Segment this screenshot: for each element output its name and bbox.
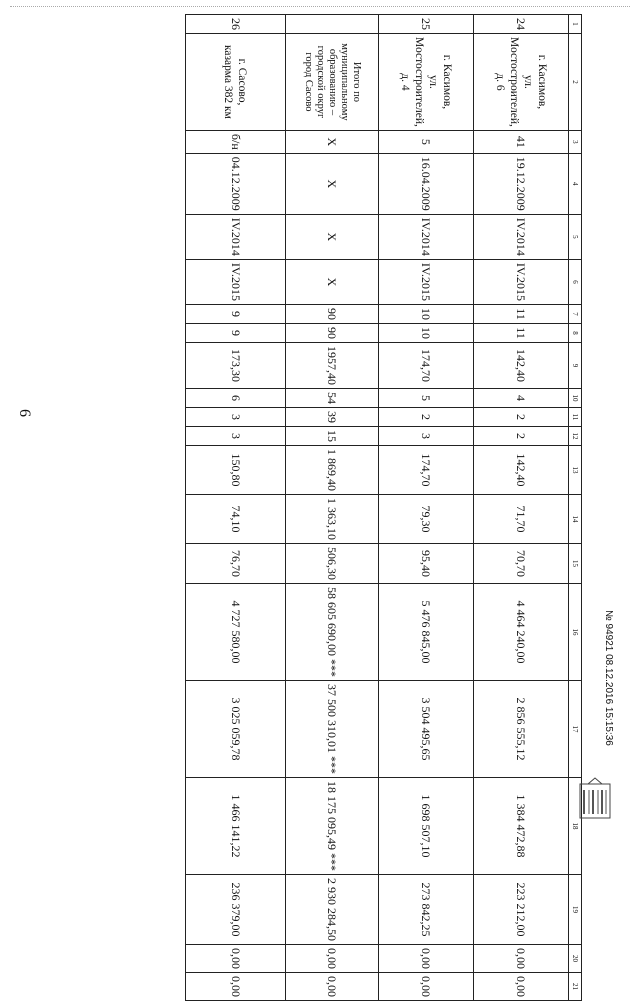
address-cell: г. Касимов, ул. Мостостроителей, д. 4 [379, 34, 474, 131]
cell: 3 025 059,78 [186, 681, 286, 778]
cell: IV.2015 [474, 259, 569, 304]
cell: 10 [379, 324, 474, 343]
cell: 3 504 495,65 [379, 681, 474, 778]
cell: 1 698 507,10 [379, 778, 474, 875]
cell: 04.12.2009 [186, 153, 286, 214]
column-index: 7 [569, 305, 582, 324]
column-index: 4 [569, 153, 582, 214]
cell: IV.2015 [186, 259, 286, 304]
cell: 70,70 [474, 544, 569, 584]
cell: X [286, 130, 379, 153]
cell: 95,40 [379, 544, 474, 584]
cell: 0,00 [474, 973, 569, 1001]
cell: 5 476 845,00 [379, 584, 474, 681]
cell: 1 466 141,22 [186, 778, 286, 875]
column-index: 21 [569, 973, 582, 1001]
column-index: 8 [569, 324, 582, 343]
row-number [286, 15, 379, 34]
cell: б/н [186, 130, 286, 153]
column-index: 18 [569, 778, 582, 875]
cell: 37 500 310,01 *** [286, 681, 379, 778]
cell: 1 869,40 [286, 446, 379, 495]
table-row [474, 15, 569, 1001]
cell: X [286, 153, 379, 214]
registration-footer [596, 610, 616, 770]
cell: 90 [286, 305, 379, 324]
column-index: 15 [569, 544, 582, 584]
cell: 18 175 095,49 *** [286, 778, 379, 875]
cell: 3 [186, 427, 286, 446]
total-row [286, 15, 379, 1001]
cell: 0,00 [186, 973, 286, 1001]
column-index: 12 [569, 427, 582, 446]
column-index: 16 [569, 584, 582, 681]
cell: 3 [379, 427, 474, 446]
table-row [186, 15, 286, 1001]
cell: 54 [286, 389, 379, 408]
cell: 4 [474, 389, 569, 408]
cell: 0,00 [186, 945, 286, 973]
cell: 1957,40 [286, 343, 379, 389]
cell: 15 [286, 427, 379, 446]
cell: 11 [474, 324, 569, 343]
cell: 5 [379, 130, 474, 153]
register-table [185, 14, 582, 1001]
cell: 173,30 [186, 343, 286, 389]
cell: 9 [186, 305, 286, 324]
cell: 236 379,00 [186, 875, 286, 945]
cell: 16.04.2009 [379, 153, 474, 214]
cell: 2 856 555,12 [474, 681, 569, 778]
column-index: 2 [569, 34, 582, 131]
cell: 4 727 580,00 [186, 584, 286, 681]
cell: 0,00 [474, 945, 569, 973]
cell: 1 363,10 [286, 495, 379, 544]
column-index: 17 [569, 681, 582, 778]
cell: 273 842,25 [379, 875, 474, 945]
cell: 0,00 [379, 945, 474, 973]
column-index: 1 [569, 15, 582, 34]
cell: 3 [186, 408, 286, 427]
seal-stamp-icon [578, 776, 612, 820]
cell: 0,00 [379, 973, 474, 1001]
cell: 41 [474, 130, 569, 153]
cell: 5 [379, 389, 474, 408]
column-index: 19 [569, 875, 582, 945]
cell: 2 [379, 408, 474, 427]
cell: IV.2014 [379, 214, 474, 259]
row-number: 25 [379, 15, 474, 34]
cell: 90 [286, 324, 379, 343]
cell: 71,70 [474, 495, 569, 544]
cell: 74,10 [186, 495, 286, 544]
cell: 174,70 [379, 446, 474, 495]
column-index: 6 [569, 259, 582, 304]
cell: 0,00 [286, 973, 379, 1001]
column-index: 20 [569, 945, 582, 973]
cell: IV.2015 [379, 259, 474, 304]
cell: 6 [186, 389, 286, 408]
cell: 76,70 [186, 544, 286, 584]
cell: 223 212,00 [474, 875, 569, 945]
cell: 58 605 690,00 *** [286, 584, 379, 681]
cell: 174,70 [379, 343, 474, 389]
column-index: 14 [569, 495, 582, 544]
column-index: 10 [569, 389, 582, 408]
cell: 39 [286, 408, 379, 427]
cell: 1 384 472,88 [474, 778, 569, 875]
row-number: 24 [474, 15, 569, 34]
table-row [379, 15, 474, 1001]
cell: 11 [474, 305, 569, 324]
cell: 2 [474, 408, 569, 427]
cell: 2 930 284,50 [286, 875, 379, 945]
cell: 2 [474, 427, 569, 446]
cell: 9 [186, 324, 286, 343]
column-index: 13 [569, 446, 582, 495]
address-cell: г. Сасово, казарма 382 км [186, 34, 286, 131]
cell: 0,00 [286, 945, 379, 973]
column-index: 11 [569, 408, 582, 427]
cell: 150,80 [186, 446, 286, 495]
registration-stamp-text: № 94921 08.12.2016 15:15:36 [603, 610, 614, 746]
cell: 4 464 240,00 [474, 584, 569, 681]
row-number: 26 [186, 15, 286, 34]
page-number: 6 [16, 409, 33, 417]
cell: 142,40 [474, 446, 569, 495]
cell: X [286, 259, 379, 304]
column-index: 9 [569, 343, 582, 389]
cell: 10 [379, 305, 474, 324]
cell: 506,30 [286, 544, 379, 584]
column-index-row [569, 15, 582, 1001]
cell: IV.2014 [186, 214, 286, 259]
cell: 142,40 [474, 343, 569, 389]
total-label: Итого по муниципальному образованию – городской округ город Сасово [286, 34, 379, 131]
cell: 79,30 [379, 495, 474, 544]
cell: IV.2014 [474, 214, 569, 259]
column-index: 3 [569, 130, 582, 153]
cell: X [286, 214, 379, 259]
address-cell: г. Касимов, ул. Мостостроителей, д. 6 [474, 34, 569, 131]
cell: 19.12.2009 [474, 153, 569, 214]
column-index: 5 [569, 214, 582, 259]
